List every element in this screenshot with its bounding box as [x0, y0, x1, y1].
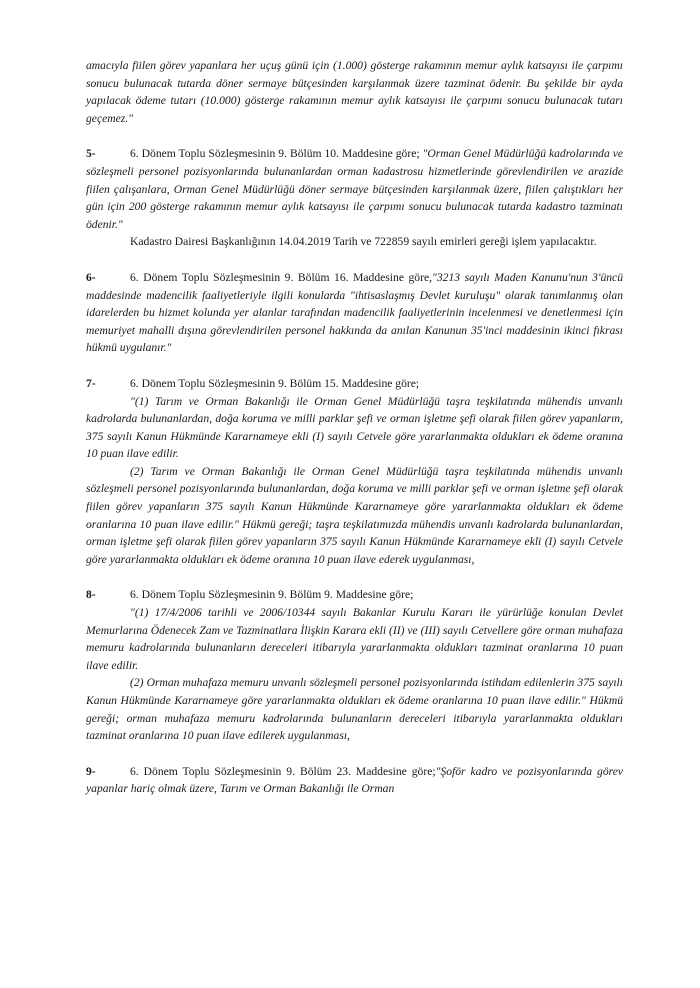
item-paragraph-2: (2) Tarım ve Orman Bakanlığı ile Orman Genel Müdürlüğü taşra teşkilatında mühendis unvanlı sözleşmeli personel pozisyonlarında bulunanlardan, doğa koruma ve milli parklar şefi ve orman işletme şefi olarak fiilen görev yapanların 375 sayılı Kanun Hükmünde Kararnameye göre yararlanmakta oldukları ek ödeme oranlarına 10 puan ilave edilir." Hükmü gereği; taşra teşkilatımızda mühendis unvanlı kadrolarda bulunanlardan, orman işletme şefi olarak fiilen görev yapanların 375 sayılı Kanun Hükmünde Kararnameye ekli (I) sayılı Cetvele göre yararlanmakta oldukları ek ödeme oranına 10 puan ilave ederek uygulanması,: [86, 464, 623, 566]
list-item-8: [86, 586, 623, 744]
item-paragraph-2: (2) Orman muhafaza memuru unvanlı sözleşmeli personel pozisyonlarında istihdam edilenlerin 375 sayılı Kanun Hükmünde Kararnameye göre yararlanmakta oldukları ek ödeme oranlarına 10 puan ilave edilir." Hükmü gereği; orman muhafaza memuru kadrolarında bulunanların dereceleri itibarıyla yararlanmakta oldukları tazminat oranlarına 10 puan ilave edilerek uygulanması,: [86, 676, 623, 743]
list-item-6: [86, 269, 623, 357]
item-number: 7-: [86, 376, 96, 390]
item-quote: "Şoför kadro ve pozisyonlarında görev yapanlar hariç olmak üzere, Tarım ve Orman Bakanlığı ile Orman: [86, 764, 623, 796]
item-note: Kadastro Dairesi Başkanlığının 14.04.2019 Tarih ve 722859 sayılı emirleri gereği işlem yapılacaktır.: [130, 235, 597, 249]
item-lead: 6. Dönem Toplu Sözleşmesinin 9. Bölüm 9. Maddesine göre;: [130, 588, 414, 602]
item-number: 6-: [86, 270, 96, 284]
item-paragraph-1: "(1) Tarım ve Orman Bakanlığı ile Orman Genel Müdürlüğü taşra teşkilatında mühendis unvanlı kadrolarda bulunanlardan, doğa koruma ve milli parklar şefi ve orman işletme şefi olarak fiilen görev yapanların, 375 sayılı Kanun Hükmünde Kararnameye ekli (I) sayılı Cetvele göre yararlanmakta oldukları ek ödeme oranına 10 puan ilave edilir.: [86, 394, 623, 461]
item-quote: "Orman Genel Müdürlüğü kadrolarında ve sözleşmeli personel pozisyonlarında bulunanlardan orman kadastrosu hizmetlerinde görevlendirilen ve arazide fiilen çalışanlara, Orman Genel Müdürlüğü döner sermaye bütçesinden karşılanmak üzere, fiilen çalıştıkları her gün için 200 gösterge rakamının memur aylık katsayısı ile çarpımı sonucu bulunacak tutarda kadastro tazminatı ödenir.": [86, 147, 623, 231]
item-lead: 6. Dönem Toplu Sözleşmesinin 9. Bölüm 15. Maddesine göre;: [130, 376, 420, 390]
item-quote: "3213 sayılı Maden Kanunu'nun 3'üncü maddesinde madencilik faaliyetleriyle ilgili konularda "ihtisaslaşmış Devlet kuruluşu" olarak tanımlanmış olan idarelerden bu hizmet kolunda yer alanlar tarafından madencilik faaliyetlerinin incelenmesi ve denetlenmesi için memuriyet mahalli dışına görevlendirilen personel hakkında da anılan Kanunun 35'inci maddesinin ikinci fıkrası hükmü uygulanır.": [86, 270, 623, 355]
item-lead: 6. Dönem Toplu Sözleşmesinin 9. Bölüm 10. Maddesine göre;: [130, 147, 420, 161]
item-lead: 6. Dönem Toplu Sözleşmesinin 9. Bölüm 23. Maddesine göre;: [130, 764, 436, 778]
item-lead: 6. Dönem Toplu Sözleşmesinin 9. Bölüm 16. Maddesine göre,: [130, 270, 433, 284]
list-item-7: [86, 375, 623, 569]
item-number: 5-: [86, 147, 96, 161]
list-item-5: [86, 145, 623, 251]
item-number: 8-: [86, 588, 96, 602]
intro-paragraph: amacıyla fiilen görev yapanlara her uçuş günü için (1.000) gösterge rakamının memur aylık katsayısı ile çarpımı sonucu bulunacak tutarda döner sermaye bütçesinden karşılanmak üzere tazminat ödenir. Bu şekilde bir ayda yapılacak ödeme tutarı (10.000) gösterge rakamının memur aylık katsayısı ile çarpımı sonucu bulunacak tutarı geçemez.": [86, 59, 623, 125]
item-paragraph-1: "(1) 17/4/2006 tarihli ve 2006/10344 sayılı Bakanlar Kurulu Kararı ile yürürlüğe konulan Devlet Memurlarına Ödenecek Zam ve Tazminatlara İlişkin Karara ekli (II) ve (III) sayılı Cetvellere göre orman muhafaza memuru kadrolarında bulunanların dereceleri itibarıyla yararlanmakta oldukları tazminat oranlarına 10 puan ilave edilir.: [86, 606, 623, 672]
item-number: 9-: [86, 764, 96, 778]
list-item-9: [86, 763, 623, 798]
